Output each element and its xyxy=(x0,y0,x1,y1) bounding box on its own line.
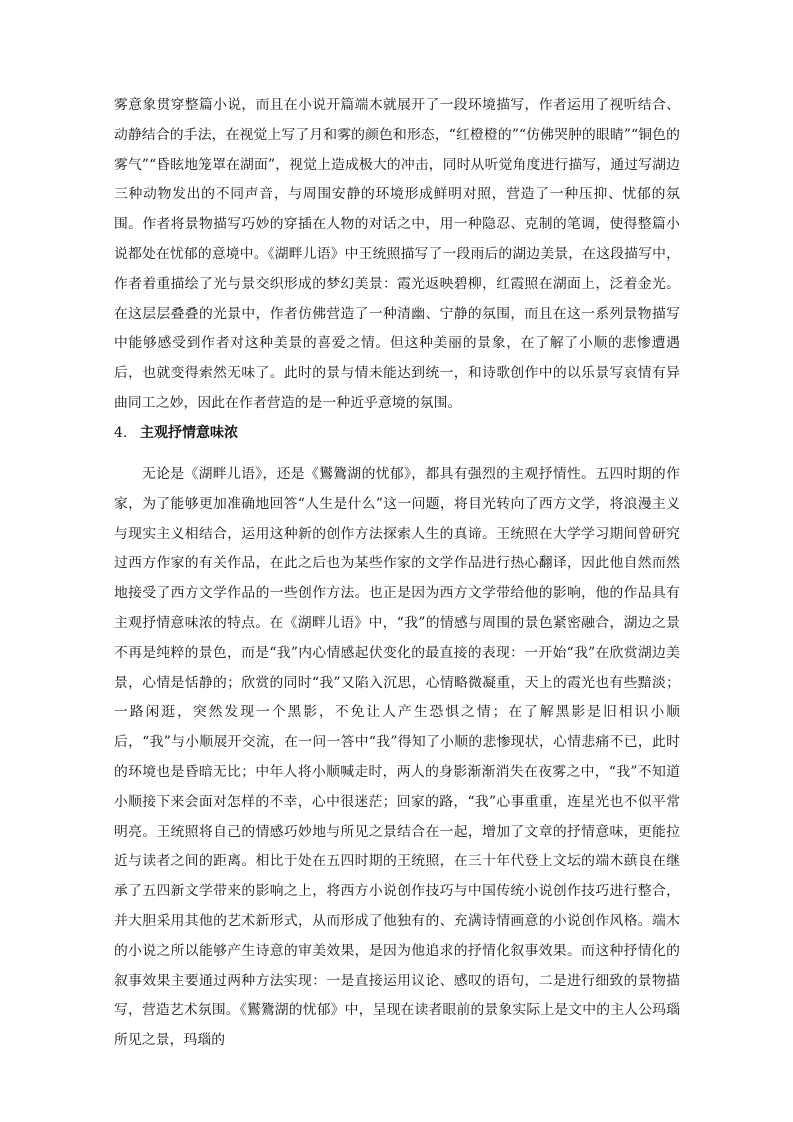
section-title: 主观抒情意味浓 xyxy=(140,425,238,441)
section-number: 4. xyxy=(114,425,128,441)
body-paragraph: 无论是《湖畔儿语》，还是《鸑鷟湖的忧郁》，都具有强烈的主观抒情性。五四时期的作家，为了能够更加准确地回答“人生是什么”这一问题，将目光转向了西方文学，将浪漫主义与现实主义相结合，运用这种新的创作方法探索人生的真谛。王统照在大学学习期间曾研究过西方作家的有关作品，在此之后也为某些作家的文学作品进行热心翻译，因此他自然而然地接受了西方文学作品的一些创作方法。也正是因为西方文学带给他的影响，他的作品具有主观抒情意味浓的特点。在《湖畔儿语》中，“我”的情感与周围的景色紧密融合，湖边之景不再是纯粹的景色，而是“我”内心情感起伏变化的最直接的表现：一开始“我”在欣赏湖边美景，心情是恬静的；欣赏的同时“我”又陷入沉思，心情略微凝重，天上的霞光也有些黯淡；一路闲逛，突然发现一个黑影，不免让人产生恐惧之情；在了解黑影是旧相识小顺后，“我”与小顺展开交流，在一问一答中“我”得知了小顺的悲惨现状，心情悲痛不已，此时的环境也是昏暗无比；中年人将小顺喊走时，两人的身影渐渐消失在夜雾之中，“我”不知道小顺接下来会面对怎样的不幸，心中很迷茫；回家的路，“我”心事重重，连星光也不似平常明亮。王统照将自己的情感巧妙地与所见之景结合在一起，增加了文章的抒情意味，更能拉近与读者之间的距离。相比于处在五四时期的王统照，在三十年代登上文坛的端木蕻良在继承了五四新文学带来的影响之上，将西方小说创作技巧与中国传统小说创作技巧进行整合，并大胆采用其他的艺术新形式，从而形成了他独有的、充满诗情画意的小说创作风格。端木的小说之所以能够产生诗意的审美效果，是因为他追求的抒情化叙事效果。而这种抒情化的叙事效果主要通过两种方法实现：一是直接运用议论、感叹的语句，二是进行细致的景物描写，营造艺术氛围。《鸑鷟湖的忧郁》中，呈现在读者眼前的景象实际上是文中的主人公玛瑙所见之景，玛瑙的 xyxy=(114,466,680,1049)
body-paragraph: 雾意象贯穿整篇小说，而且在小说开篇端木就展开了一段环境描写，作者运用了视听结合、动静结合的手法，在视觉上写了月和雾的颜色和形态，“红橙橙的”“仿佛哭肿的眼睛”“铜色的雾气”“昏眩地笼罩在湖面”，视觉上造成极大的冲击，同时从听觉角度进行描写，通过写湖边三种动物发出的不同声音，与周围安静的环境形成鲜明对照，营造了一种压抑、忧郁的氛围。作者将景物描写巧妙的穿插在人物的对话之中，用一种隐忍、克制的笔调，使得整篇小说都处在忧郁的意境中。《湖畔儿语》中王统照描写了一段雨后的湖边美景，在这段描写中，作者着重描绘了光与景交织形成的梦幻美景：霞光返映碧柳，红霞照在湖面上，泛着金光。在这层层叠叠的光景中，作者仿佛营造了一种清幽、宁静的氛围，而且在这一系列景物描写中能够感受到作者对这种美景的喜爱之情。但这种美丽的景象，在了解了小顺的悲惨遭遇后，也就变得索然无味了。此时的景与情未能达到统一，和诗歌创作中的以乐景写哀情有异曲同工之妙，因此在作者营造的是一种近乎意境的氛围。 xyxy=(114,97,680,411)
section-heading xyxy=(114,420,238,446)
